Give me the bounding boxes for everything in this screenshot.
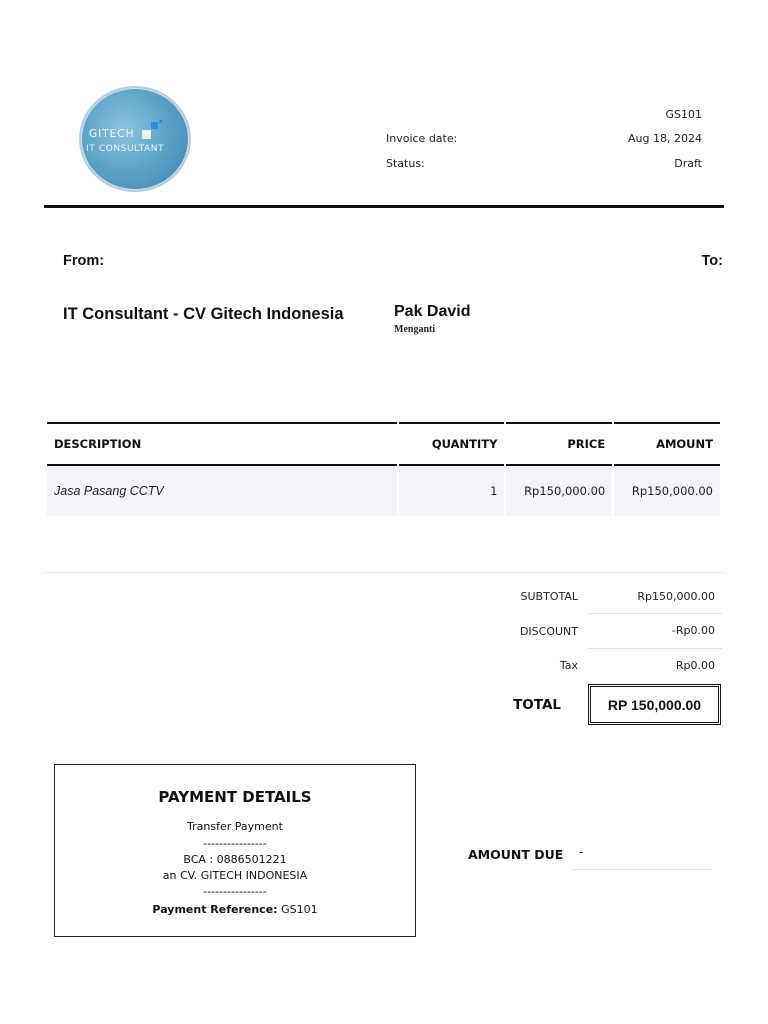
- amount-due-label: AMOUNT DUE: [468, 847, 564, 862]
- invoice-date-label: Invoice date:: [386, 132, 458, 145]
- company-logo: [79, 86, 191, 192]
- items-table: [45, 422, 722, 516]
- invoice-number: GS101: [665, 108, 702, 121]
- subtotal-value: Rp150,000.00: [637, 590, 715, 603]
- status-label: Status:: [386, 157, 425, 170]
- from-name: IT Consultant - CV Gitech Indonesia: [63, 305, 344, 323]
- payment-method: Transfer Payment: [187, 820, 283, 833]
- logo-square-icon: [142, 130, 151, 139]
- logo-square-blue-icon: [151, 122, 158, 129]
- discount-label: DISCOUNT: [519, 625, 578, 638]
- payment-reference-value: GS101: [281, 903, 318, 916]
- payment-reference: [55, 903, 415, 916]
- payment-account-name: an CV. GITECH INDONESIA: [162, 869, 308, 882]
- subtotal-label: SUBTOTAL: [520, 590, 578, 603]
- to-address: Menganti: [394, 324, 436, 335]
- col-quantity: QUANTITY: [399, 422, 504, 466]
- logo-text-gitech: GITECH: [89, 128, 135, 140]
- payment-separator: ----------------: [203, 837, 267, 850]
- total-value: RP 150,000.00: [590, 686, 719, 723]
- table-row: [47, 466, 720, 516]
- tax-label: Tax: [559, 659, 578, 672]
- total-label: TOTAL: [513, 697, 561, 713]
- payment-details-box: [54, 764, 416, 937]
- status-value: Draft: [674, 157, 702, 170]
- logo-dot-icon: [159, 120, 162, 123]
- discount-divider: [588, 648, 722, 649]
- payment-separator-2: ----------------: [203, 885, 267, 898]
- header-divider: [44, 205, 724, 208]
- row-price: Rp150,000.00: [506, 466, 612, 516]
- logo-text-consultant: IT CONSULTANT: [86, 144, 165, 154]
- discount-value: -Rp0.00: [671, 624, 715, 637]
- payment-details-title: PAYMENT DETAILS: [158, 788, 312, 806]
- from-label: From:: [63, 253, 105, 269]
- to-label: To:: [701, 253, 723, 269]
- invoice-date: Aug 18, 2024: [628, 132, 702, 145]
- subtotal-divider: [588, 613, 722, 614]
- row-amount: Rp150,000.00: [614, 466, 720, 516]
- table-header-row: [47, 422, 720, 466]
- row-quantity: 1: [399, 466, 504, 516]
- amount-due-value: -: [579, 845, 584, 859]
- amount-due-divider: [572, 869, 712, 870]
- total-box: [588, 684, 721, 725]
- col-description: DESCRIPTION: [47, 422, 397, 466]
- payment-bank: BCA : 0886501221: [183, 853, 287, 866]
- table-bottom-divider: [44, 572, 724, 573]
- payment-reference-label: Payment Reference:: [152, 903, 278, 916]
- to-name: Pak David: [394, 303, 471, 320]
- col-price: PRICE: [506, 422, 612, 466]
- tax-value: Rp0.00: [675, 659, 715, 672]
- row-description: Jasa Pasang CCTV: [47, 466, 397, 516]
- col-amount: AMOUNT: [614, 422, 720, 466]
